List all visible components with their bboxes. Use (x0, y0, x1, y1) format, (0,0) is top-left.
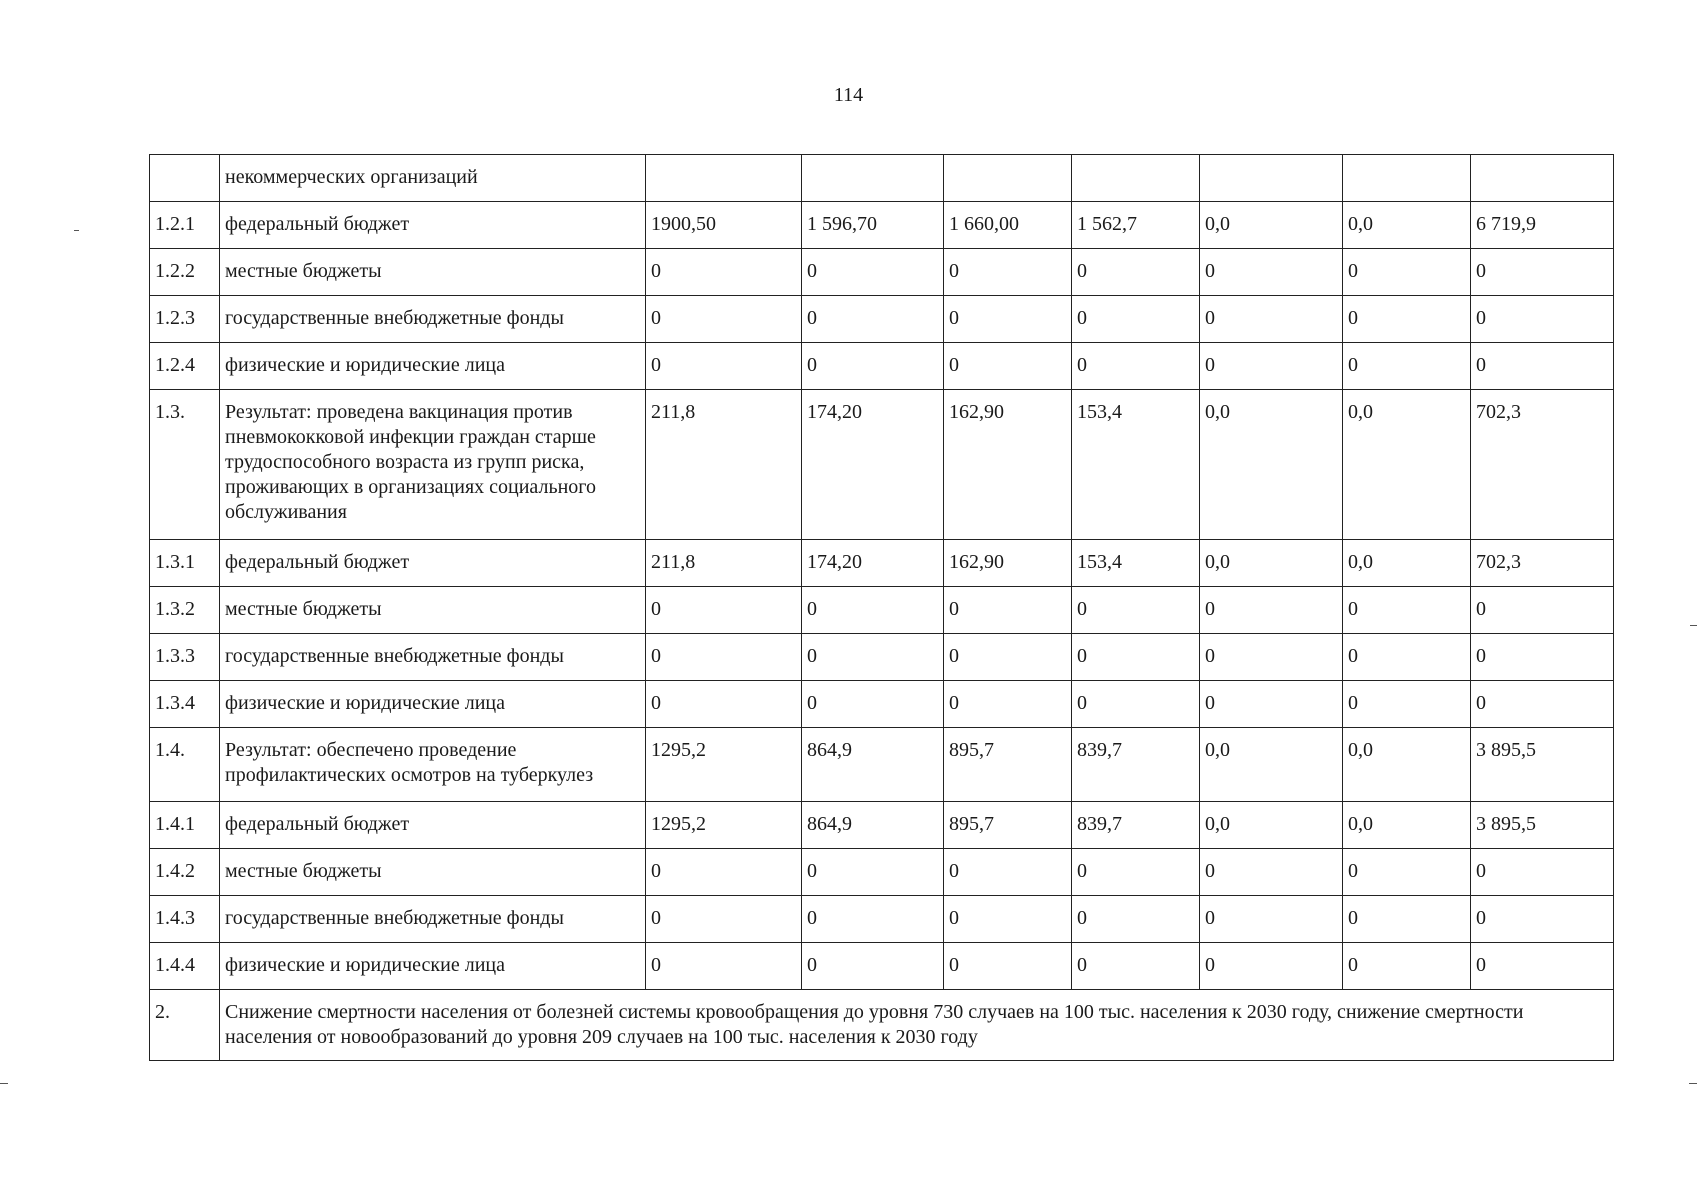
row-name: федеральный бюджет (220, 802, 646, 849)
value-cell: 0 (802, 343, 944, 390)
budget-table (149, 154, 1614, 1061)
value-cell: 0 (1200, 634, 1343, 681)
margin-mark (74, 230, 79, 231)
row-name: федеральный бюджет (220, 540, 646, 587)
value-cell: 211,8 (646, 390, 802, 540)
value-cell: 0 (1471, 896, 1614, 943)
row-number: 1.3.3 (150, 634, 220, 681)
value-cell: 0 (1072, 681, 1200, 728)
value-cell: 0 (1471, 681, 1614, 728)
value-cell: 3 895,5 (1471, 728, 1614, 802)
value-cell: 0 (646, 343, 802, 390)
row-name: Результат: обеспечено проведение профилактических осмотров на туберкулез (220, 728, 646, 802)
value-cell: 864,9 (802, 728, 944, 802)
value-cell: 0,0 (1200, 728, 1343, 802)
table-row (150, 943, 1614, 990)
value-cell: 839,7 (1072, 802, 1200, 849)
row-number: 2. (150, 990, 220, 1061)
row-number: 1.2.2 (150, 249, 220, 296)
row-number: 1.4.3 (150, 896, 220, 943)
value-cell (1471, 155, 1614, 202)
value-cell: 0 (802, 896, 944, 943)
value-cell: 0 (944, 587, 1072, 634)
row-number: 1.4.4 (150, 943, 220, 990)
margin-mark (1690, 625, 1697, 626)
row-number: 1.3. (150, 390, 220, 540)
row-name: государственные внебюджетные фонды (220, 896, 646, 943)
value-cell: 1900,50 (646, 202, 802, 249)
value-cell: 0 (1343, 343, 1471, 390)
table-row (150, 343, 1614, 390)
value-cell: 211,8 (646, 540, 802, 587)
value-cell: 0 (802, 296, 944, 343)
value-cell: 0 (1471, 343, 1614, 390)
value-cell: 0 (1343, 249, 1471, 296)
row-number: 1.3.2 (150, 587, 220, 634)
value-cell: 0 (944, 896, 1072, 943)
goal-description: Снижение смертности населения от болезней системы кровообращения до уровня 730 случаев на 100 тыс. населения к 2030 году, снижение смертности населения от новообразований до уровня 209 случаев на 100 тыс. населения к 2030 году (220, 990, 1614, 1061)
value-cell: 0 (1200, 896, 1343, 943)
table-row (150, 681, 1614, 728)
row-name: местные бюджеты (220, 849, 646, 896)
value-cell: 0 (646, 849, 802, 896)
row-number (150, 155, 220, 202)
value-cell: 0 (1072, 249, 1200, 296)
row-name: государственные внебюджетные фонды (220, 296, 646, 343)
value-cell: 0 (944, 849, 1072, 896)
value-cell: 0 (802, 634, 944, 681)
table-row (150, 849, 1614, 896)
table-row (150, 296, 1614, 343)
value-cell: 895,7 (944, 728, 1072, 802)
value-cell: 0 (802, 587, 944, 634)
value-cell: 0 (1072, 587, 1200, 634)
value-cell: 0,0 (1343, 540, 1471, 587)
row-number: 1.3.4 (150, 681, 220, 728)
value-cell: 0,0 (1200, 202, 1343, 249)
value-cell: 1295,2 (646, 802, 802, 849)
value-cell: 0 (1471, 587, 1614, 634)
value-cell: 864,9 (802, 802, 944, 849)
value-cell (646, 155, 802, 202)
value-cell: 0,0 (1200, 802, 1343, 849)
value-cell: 0 (646, 587, 802, 634)
row-number: 1.4. (150, 728, 220, 802)
table-row (150, 728, 1614, 802)
value-cell: 1 596,70 (802, 202, 944, 249)
table-row (150, 587, 1614, 634)
value-cell: 0 (646, 296, 802, 343)
table-row (150, 802, 1614, 849)
row-number: 1.4.2 (150, 849, 220, 896)
value-cell: 0 (1072, 634, 1200, 681)
value-cell: 0 (802, 943, 944, 990)
value-cell: 0 (646, 943, 802, 990)
row-name: государственные внебюджетные фонды (220, 634, 646, 681)
value-cell: 0,0 (1200, 540, 1343, 587)
value-cell: 1 562,7 (1072, 202, 1200, 249)
value-cell: 0 (646, 249, 802, 296)
table-row (150, 896, 1614, 943)
value-cell: 174,20 (802, 540, 944, 587)
value-cell: 0,0 (1343, 390, 1471, 540)
value-cell: 0 (944, 634, 1072, 681)
value-cell: 0,0 (1343, 802, 1471, 849)
value-cell: 0 (1072, 849, 1200, 896)
value-cell (802, 155, 944, 202)
table-row (150, 634, 1614, 681)
margin-mark (1689, 1083, 1697, 1084)
value-cell: 702,3 (1471, 540, 1614, 587)
value-cell: 0 (1471, 943, 1614, 990)
row-name: местные бюджеты (220, 587, 646, 634)
value-cell: 0 (1343, 296, 1471, 343)
value-cell: 0 (1072, 896, 1200, 943)
value-cell: 0 (1200, 849, 1343, 896)
value-cell: 0 (1343, 634, 1471, 681)
table-row (150, 390, 1614, 540)
value-cell: 895,7 (944, 802, 1072, 849)
row-name: местные бюджеты (220, 249, 646, 296)
row-name: физические и юридические лица (220, 681, 646, 728)
value-cell: 702,3 (1471, 390, 1614, 540)
value-cell: 174,20 (802, 390, 944, 540)
value-cell: 0 (944, 943, 1072, 990)
value-cell: 0 (1072, 296, 1200, 343)
value-cell: 0 (1471, 296, 1614, 343)
row-name: некоммерческих организаций (220, 155, 646, 202)
row-number: 1.2.3 (150, 296, 220, 343)
table-row (150, 155, 1614, 202)
value-cell: 162,90 (944, 540, 1072, 587)
table-row (150, 249, 1614, 296)
value-cell: 0 (1471, 849, 1614, 896)
value-cell: 0,0 (1343, 728, 1471, 802)
value-cell: 0 (1200, 296, 1343, 343)
value-cell (944, 155, 1072, 202)
value-cell: 0 (646, 896, 802, 943)
value-cell: 0 (802, 249, 944, 296)
row-number: 1.4.1 (150, 802, 220, 849)
value-cell: 0,0 (1343, 202, 1471, 249)
row-number: 1.2.4 (150, 343, 220, 390)
row-name: федеральный бюджет (220, 202, 646, 249)
value-cell: 0 (944, 681, 1072, 728)
value-cell: 0 (1200, 249, 1343, 296)
value-cell (1343, 155, 1471, 202)
value-cell: 0 (1200, 587, 1343, 634)
value-cell: 0 (1343, 587, 1471, 634)
value-cell: 0 (802, 681, 944, 728)
value-cell: 3 895,5 (1471, 802, 1614, 849)
margin-mark (0, 1083, 8, 1084)
value-cell: 0 (1200, 343, 1343, 390)
value-cell: 0 (1343, 681, 1471, 728)
row-number: 1.3.1 (150, 540, 220, 587)
value-cell: 0 (1200, 681, 1343, 728)
value-cell: 0 (1343, 943, 1471, 990)
value-cell: 6 719,9 (1471, 202, 1614, 249)
value-cell (1072, 155, 1200, 202)
row-name: Результат: проведена вакцинация против пневмококковой инфекции граждан старше трудоспособного возраста из групп риска, проживающих в организациях социального обслуживания (220, 390, 646, 540)
value-cell (1200, 155, 1343, 202)
row-number: 1.2.1 (150, 202, 220, 249)
value-cell: 0 (646, 634, 802, 681)
page-number: 114 (833, 84, 864, 106)
value-cell: 839,7 (1072, 728, 1200, 802)
table-row (150, 202, 1614, 249)
row-name: физические и юридические лица (220, 343, 646, 390)
value-cell: 1295,2 (646, 728, 802, 802)
value-cell: 1 660,00 (944, 202, 1072, 249)
value-cell: 0 (1343, 896, 1471, 943)
value-cell: 153,4 (1072, 390, 1200, 540)
value-cell: 0 (1471, 634, 1614, 681)
value-cell: 0 (1072, 343, 1200, 390)
value-cell: 0 (944, 249, 1072, 296)
value-cell: 0 (1343, 849, 1471, 896)
value-cell: 0 (802, 849, 944, 896)
value-cell: 0 (944, 343, 1072, 390)
value-cell: 162,90 (944, 390, 1072, 540)
value-cell: 153,4 (1072, 540, 1200, 587)
table-row (150, 540, 1614, 587)
table-row-goal (150, 990, 1614, 1061)
value-cell: 0,0 (1200, 390, 1343, 540)
row-name: физические и юридические лица (220, 943, 646, 990)
value-cell: 0 (1471, 249, 1614, 296)
value-cell: 0 (944, 296, 1072, 343)
table-body (150, 155, 1614, 990)
value-cell: 0 (646, 681, 802, 728)
value-cell: 0 (1200, 943, 1343, 990)
value-cell: 0 (1072, 943, 1200, 990)
